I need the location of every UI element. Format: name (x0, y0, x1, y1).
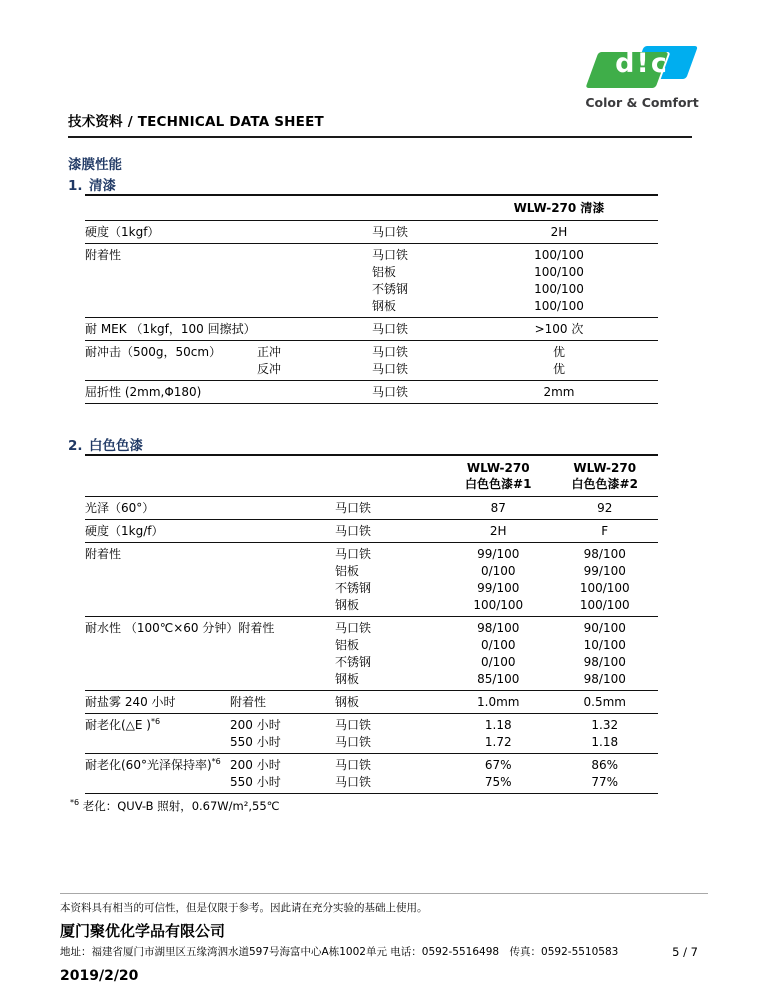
section-title: 清漆 (89, 178, 116, 194)
section-1 (0, 174, 760, 404)
value-cell: 98/100 (477, 620, 520, 635)
row-lines (230, 523, 658, 540)
address-row (60, 944, 708, 959)
value-cell: F (601, 523, 609, 538)
row-lines (257, 321, 658, 338)
value-cell: 98/100 (583, 671, 626, 686)
footnote (70, 798, 692, 814)
value-cell: >100 次 (534, 321, 584, 336)
property-label: 光泽（60°） (85, 500, 155, 515)
footer-divider (60, 893, 708, 894)
row-line (230, 671, 658, 688)
row-line (230, 597, 658, 614)
value-cell: 99/100 (477, 580, 520, 595)
value-cell: 100/100 (579, 580, 630, 595)
column-header (445, 460, 552, 493)
value-cell: 86% (591, 757, 619, 772)
row-line (230, 523, 658, 540)
substrate-cell: 马口铁 (335, 620, 372, 635)
sub-condition-label: 550 小时 (230, 734, 281, 749)
row-line (230, 757, 658, 774)
row-line (230, 734, 658, 751)
row-lines (230, 757, 658, 791)
header-columns (257, 200, 658, 217)
value-cell: 2H (550, 224, 568, 239)
table-row (85, 244, 658, 318)
row-line (230, 580, 658, 597)
row-line (230, 563, 658, 580)
row-line (257, 344, 658, 361)
value-cell: 92 (597, 500, 613, 515)
row-lines (230, 546, 658, 614)
value-cell: 0/100 (480, 654, 516, 669)
property-label: 耐老化(60°光泽保持率)$^{*6}$ (85, 756, 221, 772)
row-lines (230, 717, 658, 751)
substrate-cell: 钢板 (335, 694, 360, 709)
substrate-cell: 马口铁 (335, 757, 372, 772)
value-cell: 0.5mm (583, 694, 626, 709)
row-line (257, 281, 658, 298)
substrate-cell: 不锈钢 (372, 281, 409, 296)
row-line (257, 321, 658, 338)
row-line (257, 224, 658, 241)
value-cell: 10/100 (583, 637, 626, 652)
row-line (230, 694, 658, 711)
column-header (552, 460, 659, 493)
value-cell: 100/100 (534, 298, 584, 313)
dic-logo-mark (586, 44, 698, 91)
row-line (230, 654, 658, 671)
sub-condition-label: 反冲 (257, 361, 282, 376)
header-line (257, 200, 658, 217)
value-cell: 77% (591, 774, 619, 789)
data-table (85, 454, 658, 794)
value-cell: 优 (552, 344, 565, 359)
table-row (85, 754, 658, 794)
substrate-cell: 铝板 (335, 563, 360, 578)
property-label: 耐 MEK （1kgf，100 回擦拭） (85, 321, 256, 336)
column-header-line: WLW-270 (573, 460, 637, 475)
table-row (85, 341, 658, 381)
substrate-cell: 马口铁 (335, 500, 372, 515)
substrate-cell: 马口铁 (335, 774, 372, 789)
value-cell: 1.72 (484, 734, 512, 749)
column-header (460, 200, 658, 217)
substrate-cell: 马口铁 (372, 384, 409, 399)
row-line (230, 500, 658, 517)
row-line (257, 384, 658, 401)
table-header-row (85, 456, 658, 497)
row-line (257, 264, 658, 281)
substrate-cell: 马口铁 (372, 344, 409, 359)
value-cell: 1.0mm (477, 694, 520, 709)
substrate-cell: 马口铁 (335, 523, 372, 538)
substrate-cell: 铝板 (372, 264, 397, 279)
property-label: 附着性 (85, 546, 122, 561)
substrate-cell: 马口铁 (335, 734, 372, 749)
data-table (85, 194, 658, 404)
dic-logo (580, 44, 704, 110)
value-cell: 98/100 (583, 654, 626, 669)
value-cell: 100/100 (534, 264, 584, 279)
property-label: 屈折性 (2mm,Φ180) (85, 384, 202, 399)
section-2 (0, 434, 760, 794)
property-label: 耐水性 （100℃×60 分钟）附着性 (85, 620, 275, 635)
substrate-cell: 马口铁 (335, 546, 372, 561)
value-cell: 优 (552, 361, 565, 376)
dic-logo-text: d!c (615, 48, 669, 79)
value-cell: 99/100 (583, 563, 626, 578)
substrate-cell: 不锈钢 (335, 580, 372, 595)
property-label: 硬度（1kg/f） (85, 523, 164, 538)
property-label: 耐冲击（500g，50cm） (85, 344, 222, 359)
row-line (257, 298, 658, 315)
header-columns (230, 460, 658, 493)
property-label: 硬度（1kgf） (85, 224, 160, 239)
table-row (85, 318, 658, 341)
value-cell: 2H (489, 523, 507, 538)
value-cell: 90/100 (583, 620, 626, 635)
logo-tagline: Color & Comfort (585, 95, 699, 110)
sub-condition-label: 200 小时 (230, 757, 281, 772)
section-heading (68, 434, 692, 454)
property-label: 附着性 (85, 247, 122, 262)
value-cell: 98/100 (583, 546, 626, 561)
footnote-text: 老化：QUV-B 照射，0.67W/m²,55℃ (82, 798, 280, 813)
value-cell: 1.18 (484, 717, 512, 732)
row-lines (257, 224, 658, 241)
value-cell: 100/100 (473, 597, 524, 612)
document-title: 技术资料 / TECHNICAL DATA SHEET (68, 114, 324, 130)
sub-condition-label: 正冲 (257, 344, 282, 359)
substrate-cell: 钢板 (335, 597, 360, 612)
substrate-cell: 钢板 (372, 298, 397, 313)
section-title: 白色色漆 (89, 437, 143, 454)
value-cell: 0/100 (480, 563, 516, 578)
value-cell: 1.18 (591, 734, 619, 749)
title-divider (68, 136, 692, 138)
company-name: 厦门聚优化学品有限公司 (60, 922, 226, 940)
sub-condition-label: 550 小时 (230, 774, 281, 789)
disclaimer-text: 本资料具有相当的可信性，但是仅限于参考。因此请在充分实验的基础上使用。 (60, 902, 428, 914)
row-lines (230, 694, 658, 711)
section-number: 2. (68, 437, 83, 454)
row-line (230, 717, 658, 734)
row-line (257, 361, 658, 378)
row-line (230, 637, 658, 654)
row-line (230, 774, 658, 791)
row-line (230, 620, 658, 637)
value-cell: 87 (490, 500, 506, 515)
sub-condition-label: 200 小时 (230, 717, 281, 732)
row-lines (257, 384, 658, 401)
property-label: 耐老化(△E )$^{*6}$ (85, 716, 161, 732)
substrate-cell: 马口铁 (335, 717, 372, 732)
substrate-cell: 马口铁 (372, 361, 409, 376)
page-number: 5 / 7 (672, 944, 698, 959)
value-cell: 99/100 (477, 546, 520, 561)
table-row (85, 691, 658, 714)
value-cell: 75% (484, 774, 512, 789)
row-lines (230, 620, 658, 688)
row-lines (230, 500, 658, 517)
substrate-cell: 铝板 (335, 637, 360, 652)
substrate-cell: 马口铁 (372, 247, 409, 262)
column-header-line: 白色色漆#1 (465, 477, 532, 491)
table-row (85, 381, 658, 404)
row-lines (257, 247, 658, 315)
header-line (230, 460, 658, 493)
value-cell: 100/100 (534, 247, 584, 262)
value-cell: 0/100 (480, 637, 516, 652)
table-header-row (85, 196, 658, 221)
table-row (85, 543, 658, 617)
sections-container (0, 174, 760, 794)
section-heading (68, 174, 692, 194)
row-line (230, 546, 658, 563)
column-header-line: 白色色漆#2 (571, 477, 638, 491)
footnote-marker: *6 (70, 797, 80, 807)
document-date: 2019/2/20 (60, 968, 139, 984)
value-cell: 2mm (543, 384, 575, 399)
value-cell: 85/100 (477, 671, 520, 686)
section-number: 1. (68, 178, 83, 194)
sub-condition-label: 附着性 (230, 694, 267, 709)
column-header-line: WLW-270 清漆 (513, 201, 605, 215)
table-row (85, 497, 658, 520)
table-row (85, 617, 658, 691)
table-row (85, 520, 658, 543)
substrate-cell: 钢板 (335, 671, 360, 686)
substrate-cell: 马口铁 (372, 321, 409, 336)
value-cell: 1.32 (591, 717, 619, 732)
value-cell: 67% (484, 757, 512, 772)
column-header-line: WLW-270 (466, 460, 530, 475)
table-row (85, 714, 658, 754)
film-properties-heading: 漆膜性能 (68, 157, 122, 173)
value-cell: 100/100 (579, 597, 630, 612)
substrate-cell: 马口铁 (372, 224, 409, 239)
property-label: 耐盐雾 240 小时 (85, 694, 176, 709)
page-footer (60, 893, 708, 984)
value-cell: 100/100 (534, 281, 584, 296)
substrate-cell: 不锈钢 (335, 654, 372, 669)
table-row (85, 221, 658, 244)
row-lines (257, 344, 658, 378)
row-line (257, 247, 658, 264)
company-address: 地址：福建省厦门市湖里区五缘湾泗水道597号海富中心A栋1002单元 电话：0592-5516498 传真：0592-5510583 (60, 946, 619, 958)
